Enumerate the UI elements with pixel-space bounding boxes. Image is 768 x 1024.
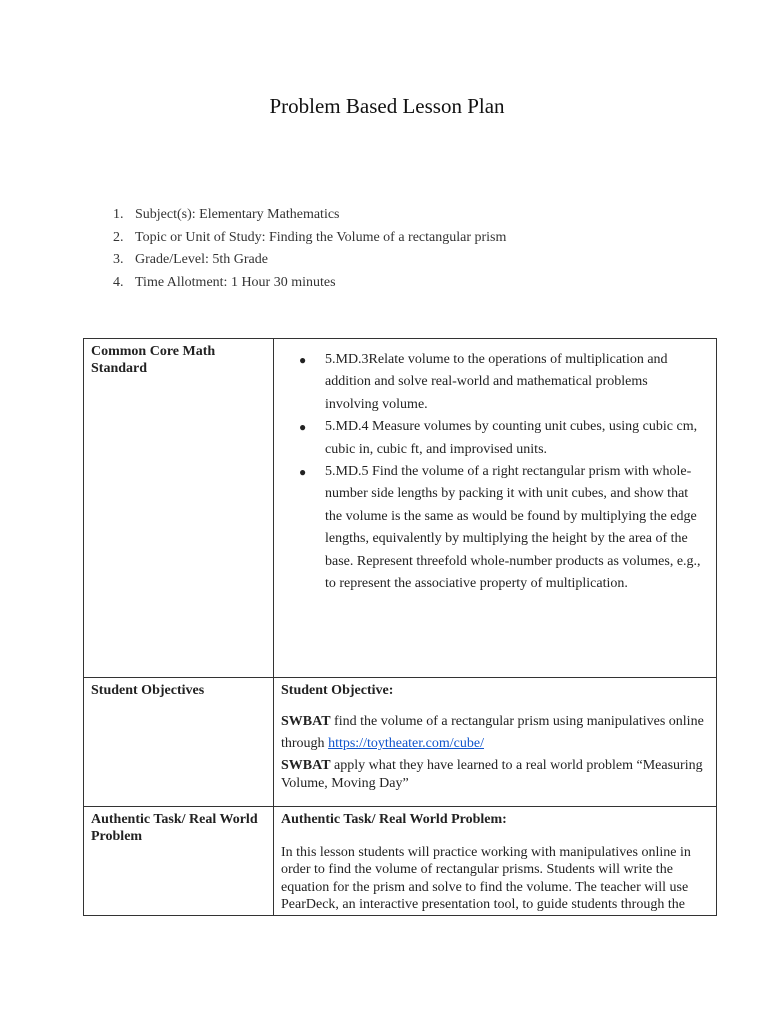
task-clip bbox=[281, 807, 708, 915]
standards-list bbox=[281, 339, 708, 595]
standard-item bbox=[281, 461, 708, 595]
info-number: 4. bbox=[113, 274, 124, 290]
toytheater-link[interactable]: https://toytheater.com/cube/ bbox=[328, 736, 484, 751]
info-item-subject bbox=[113, 204, 506, 227]
info-item-time bbox=[113, 272, 506, 295]
task-label: Authentic Task/ Real World Problem bbox=[84, 807, 274, 916]
standard-text: 5.MD.3Relate volume to the operations of multiplication and addition and solve real-world and mathematical problems involving volume. bbox=[325, 352, 668, 412]
info-number: 1. bbox=[113, 207, 124, 222]
objective-2-text: apply what they have learned to a real world problem “Measuring Volume, Moving Day” bbox=[281, 758, 703, 791]
bullet-icon: ● bbox=[299, 420, 307, 435]
info-number: 3. bbox=[113, 252, 124, 267]
standard-text: 5.MD.4 Measure volumes by counting unit cubes, using cubic cm, cubic in, cubic ft, and improvised units. bbox=[325, 419, 698, 457]
info-text: Grade/Level: 5th Grade bbox=[135, 252, 268, 267]
task-text: In this lesson students will practice working with manipulatives online in order to find the volume of rectangular prisms. Students will write the equation for the prism and solve to find the volume. The teacher will use PearDeck, an interactive presentation tool, to guide students through the bbox=[281, 845, 691, 913]
objective-1-text: find the volume of a rectangular prism using manipulatives online through bbox=[281, 714, 704, 751]
objective-1-bold: SWBAT bbox=[281, 714, 331, 729]
lesson-plan-table bbox=[83, 338, 717, 916]
objectives-heading: Student Objective: bbox=[281, 683, 394, 698]
bullet-icon: ● bbox=[299, 465, 307, 480]
objectives-label: Student Objectives bbox=[84, 678, 274, 807]
standard-item bbox=[281, 416, 708, 461]
info-item-topic bbox=[113, 227, 506, 250]
objectives-content bbox=[274, 678, 717, 807]
info-text: Subject(s): Elementary Mathematics bbox=[135, 207, 340, 222]
objective-2-bold: SWBAT bbox=[281, 758, 331, 773]
table-row-task bbox=[84, 807, 717, 916]
standard-item bbox=[281, 349, 708, 416]
bullet-icon: ● bbox=[299, 353, 307, 367]
info-number: 2. bbox=[113, 229, 124, 245]
info-text: Topic or Unit of Study: Finding the Volume of a rectangular prism bbox=[135, 229, 507, 245]
task-content bbox=[274, 807, 717, 916]
info-item-grade bbox=[113, 249, 506, 272]
table-row-objectives bbox=[84, 678, 717, 807]
objective-2 bbox=[281, 757, 708, 793]
standards-label: Common Core Math Standard bbox=[84, 339, 274, 678]
standard-text: 5.MD.5 Find the volume of a right rectangular prism with whole-number side lengths by packing it with unit cubes, and show that the volume is the same as would be found by multiplying the edge lengths, equivalently by multiplying the height by the area of the base. Represent threefold whole-number products as volumes, e.g., to represent the associative property of multiplication. bbox=[325, 464, 701, 592]
table-row-standards bbox=[84, 339, 717, 678]
standards-content bbox=[274, 339, 717, 678]
lesson-info-list bbox=[113, 204, 506, 294]
objective-1 bbox=[281, 711, 708, 755]
task-heading: Authentic Task/ Real World Problem: bbox=[281, 812, 507, 827]
info-text: Time Allotment: 1 Hour 30 minutes bbox=[135, 274, 336, 290]
page-title: Problem Based Lesson Plan bbox=[269, 94, 505, 118]
